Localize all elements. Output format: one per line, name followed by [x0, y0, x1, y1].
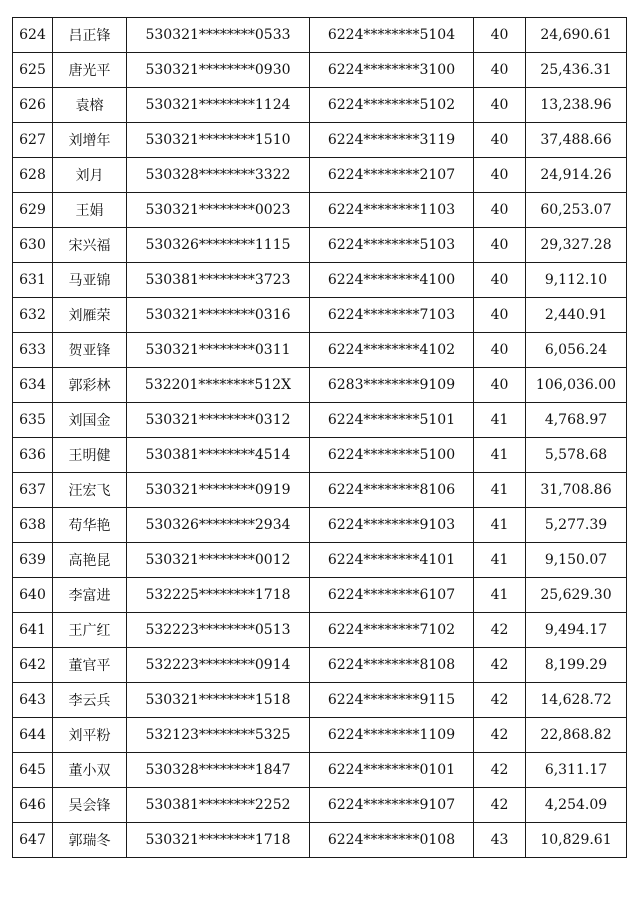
- table-row: [13, 193, 627, 228]
- card-number-cell: 6224********7102: [310, 613, 474, 648]
- id-number-cell: 532123********5325: [127, 718, 310, 753]
- name-cell: 吴会锋: [53, 788, 127, 823]
- amount-cell: 60,253.07: [526, 193, 627, 228]
- group-cell: 41: [474, 473, 526, 508]
- group-cell: 42: [474, 718, 526, 753]
- name-cell: 吕正锋: [53, 18, 127, 53]
- group-cell: 43: [474, 823, 526, 858]
- card-number-cell: 6224********7103: [310, 298, 474, 333]
- card-number-cell: 6224********5104: [310, 18, 474, 53]
- table-row: [13, 683, 627, 718]
- row-number-cell: 641: [13, 613, 53, 648]
- row-number-cell: 634: [13, 368, 53, 403]
- name-cell: 袁榕: [53, 88, 127, 123]
- name-cell: 高艳昆: [53, 543, 127, 578]
- amount-cell: 6,311.17: [526, 753, 627, 788]
- table-row: [13, 613, 627, 648]
- row-number-cell: 639: [13, 543, 53, 578]
- name-cell: 刘增年: [53, 123, 127, 158]
- table-row: [13, 403, 627, 438]
- name-cell: 李云兵: [53, 683, 127, 718]
- name-cell: 王明健: [53, 438, 127, 473]
- amount-cell: 5,277.39: [526, 508, 627, 543]
- id-number-cell: 530321********0919: [127, 473, 310, 508]
- table-row: [13, 508, 627, 543]
- group-cell: 40: [474, 123, 526, 158]
- group-cell: 42: [474, 683, 526, 718]
- id-number-cell: 530381********3723: [127, 263, 310, 298]
- amount-cell: 25,629.30: [526, 578, 627, 613]
- row-number-cell: 633: [13, 333, 53, 368]
- group-cell: 40: [474, 88, 526, 123]
- group-cell: 41: [474, 403, 526, 438]
- table-row: [13, 263, 627, 298]
- id-number-cell: 530321********0930: [127, 53, 310, 88]
- name-cell: 郭彩林: [53, 368, 127, 403]
- id-number-cell: 530328********1847: [127, 753, 310, 788]
- card-number-cell: 6283********9109: [310, 368, 474, 403]
- id-number-cell: 532225********1718: [127, 578, 310, 613]
- card-number-cell: 6224********3100: [310, 53, 474, 88]
- group-cell: 40: [474, 298, 526, 333]
- id-number-cell: 530321********1510: [127, 123, 310, 158]
- row-number-cell: 644: [13, 718, 53, 753]
- group-cell: 40: [474, 368, 526, 403]
- table-row: [13, 718, 627, 753]
- id-number-cell: 530381********2252: [127, 788, 310, 823]
- card-number-cell: 6224********0108: [310, 823, 474, 858]
- id-number-cell: 530321********1518: [127, 683, 310, 718]
- amount-cell: 37,488.66: [526, 123, 627, 158]
- group-cell: 40: [474, 18, 526, 53]
- name-cell: 刘月: [53, 158, 127, 193]
- card-number-cell: 6224********4102: [310, 333, 474, 368]
- row-number-cell: 636: [13, 438, 53, 473]
- row-number-cell: 645: [13, 753, 53, 788]
- amount-cell: 10,829.61: [526, 823, 627, 858]
- table-row: [13, 753, 627, 788]
- amount-cell: 22,868.82: [526, 718, 627, 753]
- amount-cell: 106,036.00: [526, 368, 627, 403]
- card-number-cell: 6224********4101: [310, 543, 474, 578]
- row-number-cell: 624: [13, 18, 53, 53]
- id-number-cell: 530321********0533: [127, 18, 310, 53]
- records-table: [12, 17, 627, 858]
- row-number-cell: 643: [13, 683, 53, 718]
- name-cell: 刘平粉: [53, 718, 127, 753]
- id-number-cell: 530321********1124: [127, 88, 310, 123]
- card-number-cell: 6224********5101: [310, 403, 474, 438]
- amount-cell: 25,436.31: [526, 53, 627, 88]
- row-number-cell: 637: [13, 473, 53, 508]
- name-cell: 王广红: [53, 613, 127, 648]
- amount-cell: 24,914.26: [526, 158, 627, 193]
- group-cell: 40: [474, 158, 526, 193]
- amount-cell: 24,690.61: [526, 18, 627, 53]
- row-number-cell: 630: [13, 228, 53, 263]
- amount-cell: 14,628.72: [526, 683, 627, 718]
- name-cell: 董官平: [53, 648, 127, 683]
- name-cell: 马亚锦: [53, 263, 127, 298]
- name-cell: 郭瑞冬: [53, 823, 127, 858]
- table-row: [13, 823, 627, 858]
- group-cell: 42: [474, 788, 526, 823]
- card-number-cell: 6224********2107: [310, 158, 474, 193]
- group-cell: 42: [474, 753, 526, 788]
- amount-cell: 6,056.24: [526, 333, 627, 368]
- group-cell: 40: [474, 53, 526, 88]
- table-row: [13, 88, 627, 123]
- row-number-cell: 635: [13, 403, 53, 438]
- name-cell: 贺亚锋: [53, 333, 127, 368]
- row-number-cell: 631: [13, 263, 53, 298]
- amount-cell: 4,254.09: [526, 788, 627, 823]
- amount-cell: 5,578.68: [526, 438, 627, 473]
- id-number-cell: 532201********512X: [127, 368, 310, 403]
- group-cell: 40: [474, 228, 526, 263]
- amount-cell: 8,199.29: [526, 648, 627, 683]
- amount-cell: 9,112.10: [526, 263, 627, 298]
- table-row: [13, 578, 627, 613]
- row-number-cell: 628: [13, 158, 53, 193]
- row-number-cell: 632: [13, 298, 53, 333]
- records-table-body: [13, 18, 627, 858]
- card-number-cell: 6224********4100: [310, 263, 474, 298]
- card-number-cell: 6224********5100: [310, 438, 474, 473]
- row-number-cell: 646: [13, 788, 53, 823]
- amount-cell: 31,708.86: [526, 473, 627, 508]
- group-cell: 40: [474, 193, 526, 228]
- amount-cell: 13,238.96: [526, 88, 627, 123]
- table-row: [13, 473, 627, 508]
- amount-cell: 9,494.17: [526, 613, 627, 648]
- card-number-cell: 6224********1103: [310, 193, 474, 228]
- name-cell: 唐光平: [53, 53, 127, 88]
- table-row: [13, 123, 627, 158]
- group-cell: 40: [474, 333, 526, 368]
- id-number-cell: 530321********0316: [127, 298, 310, 333]
- table-row: [13, 158, 627, 193]
- row-number-cell: 626: [13, 88, 53, 123]
- group-cell: 41: [474, 438, 526, 473]
- card-number-cell: 6224********9107: [310, 788, 474, 823]
- row-number-cell: 647: [13, 823, 53, 858]
- row-number-cell: 640: [13, 578, 53, 613]
- card-number-cell: 6224********5102: [310, 88, 474, 123]
- row-number-cell: 629: [13, 193, 53, 228]
- name-cell: 董小双: [53, 753, 127, 788]
- row-number-cell: 638: [13, 508, 53, 543]
- name-cell: 李富进: [53, 578, 127, 613]
- row-number-cell: 625: [13, 53, 53, 88]
- id-number-cell: 530321********0311: [127, 333, 310, 368]
- amount-cell: 4,768.97: [526, 403, 627, 438]
- id-number-cell: 530326********1115: [127, 228, 310, 263]
- name-cell: 汪宏飞: [53, 473, 127, 508]
- id-number-cell: 532223********0513: [127, 613, 310, 648]
- id-number-cell: 532223********0914: [127, 648, 310, 683]
- name-cell: 刘雁荣: [53, 298, 127, 333]
- row-number-cell: 627: [13, 123, 53, 158]
- card-number-cell: 6224********0101: [310, 753, 474, 788]
- table-row: [13, 53, 627, 88]
- table-row: [13, 333, 627, 368]
- card-number-cell: 6224********9103: [310, 508, 474, 543]
- card-number-cell: 6224********5103: [310, 228, 474, 263]
- group-cell: 40: [474, 263, 526, 298]
- id-number-cell: 530326********2934: [127, 508, 310, 543]
- card-number-cell: 6224********1109: [310, 718, 474, 753]
- id-number-cell: 530321********0023: [127, 193, 310, 228]
- group-cell: 41: [474, 508, 526, 543]
- table-row: [13, 648, 627, 683]
- id-number-cell: 530328********3322: [127, 158, 310, 193]
- name-cell: 王娟: [53, 193, 127, 228]
- document-page: [12, 17, 627, 858]
- table-row: [13, 543, 627, 578]
- id-number-cell: 530321********0312: [127, 403, 310, 438]
- table-row: [13, 438, 627, 473]
- card-number-cell: 6224********6107: [310, 578, 474, 613]
- name-cell: 宋兴福: [53, 228, 127, 263]
- amount-cell: 29,327.28: [526, 228, 627, 263]
- table-row: [13, 298, 627, 333]
- card-number-cell: 6224********8108: [310, 648, 474, 683]
- group-cell: 42: [474, 613, 526, 648]
- card-number-cell: 6224********3119: [310, 123, 474, 158]
- table-row: [13, 788, 627, 823]
- name-cell: 刘国金: [53, 403, 127, 438]
- group-cell: 42: [474, 648, 526, 683]
- id-number-cell: 530381********4514: [127, 438, 310, 473]
- table-row: [13, 18, 627, 53]
- name-cell: 苟华艳: [53, 508, 127, 543]
- group-cell: 41: [474, 578, 526, 613]
- amount-cell: 2,440.91: [526, 298, 627, 333]
- card-number-cell: 6224********8106: [310, 473, 474, 508]
- amount-cell: 9,150.07: [526, 543, 627, 578]
- row-number-cell: 642: [13, 648, 53, 683]
- group-cell: 41: [474, 543, 526, 578]
- id-number-cell: 530321********1718: [127, 823, 310, 858]
- card-number-cell: 6224********9115: [310, 683, 474, 718]
- table-row: [13, 368, 627, 403]
- table-row: [13, 228, 627, 263]
- id-number-cell: 530321********0012: [127, 543, 310, 578]
